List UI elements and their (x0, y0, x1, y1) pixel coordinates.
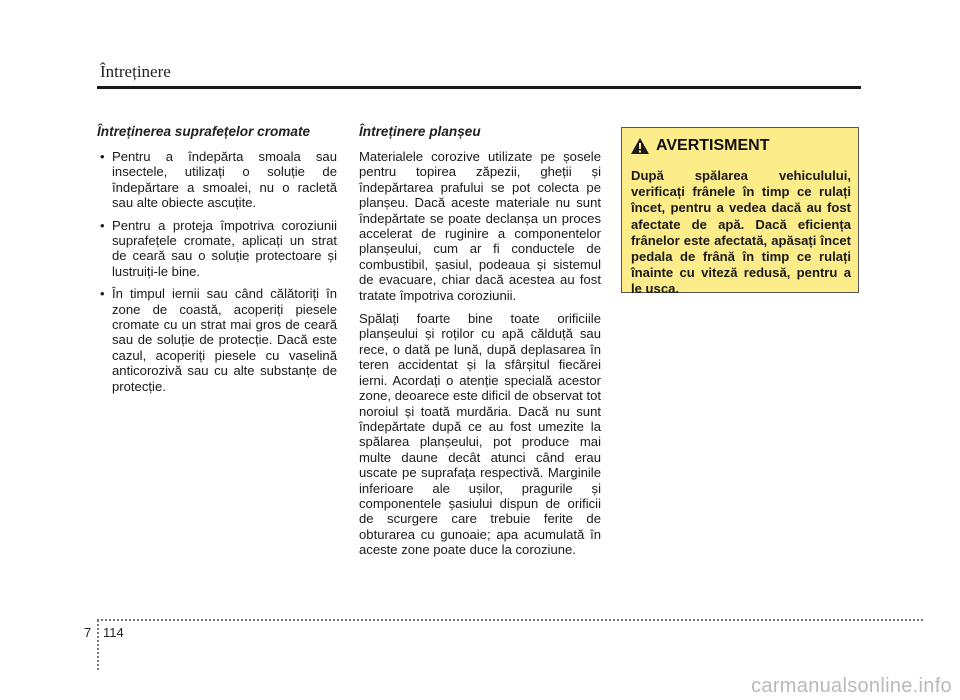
underbody-paragraph: Materialele corozive utilizate pe șosele pentru topirea zăpezii, gheții și îndepărtarea prafului se pot colecta pe planșeu. Dacă aceste materiale nu sunt îndepărtate se poate declanșa un proces accelerat de ruginire a componentelor planșeului, cum ar fi conductele de combustibil, șasiul, podeaua și sistemul de evacuare, chiar dacă acestea au fost tratate împotriva coroziunii. (359, 149, 601, 303)
page-header-title: Întreținere (100, 62, 171, 81)
bullet-icon: • (100, 286, 105, 302)
warning-text: După spălarea vehiculului, verificați frânele în timp ce rulați încet, pentru a vedea dacă au fost afectate de apă. Dacă eficiența frânelor este afectată, apăsați încet pedala de frână în timp ce rulați înainte cu viteză redusă, pentru a le usca. (631, 168, 851, 297)
header-divider (97, 86, 861, 89)
bullet-icon: • (100, 149, 105, 164)
footer-vertical-divider (97, 620, 99, 670)
footer-divider (97, 619, 923, 621)
warning-triangle-icon (630, 137, 650, 155)
page-number: 114 (103, 625, 124, 640)
list-item: • În timpul iernii sau când călătoriți în zone de coastă, acoperiți piesele cromate cu un strat mai gros de ceară sau de soluție de protecție. Dacă este cazul, acoperiți piesele cu vaselină anticorozivă sau cu alte substanțe de protecție. (100, 286, 337, 394)
underbody-care-heading: Întreținere planșeu (359, 124, 481, 139)
chrome-care-heading: Întreținerea suprafețelor cromate (97, 124, 311, 139)
chrome-care-list (97, 149, 337, 394)
chapter-number: 7 (84, 625, 92, 640)
list-item: • Pentru a îndepărta smoala sau insectele, utilizați o soluție de îndepărtare a smoalei, nu o racletă sau alte obiecte ascuțite. (100, 149, 337, 211)
underbody-paragraph: Spălați foarte bine toate orificiile planșeului și roților cu apă călduță sau rece, o dată pe lună, după deplasarea în teren accidentat și la sfârșitul fiecărei ierni. Acordați o atenție specială acestor zone, deoarece este dificil de observat tot noroiul și toată murdăria. Dacă nu sunt îndepărtate după ce au fost umezite la spălarea planșeului, pot produce mai multe daune decât atunci când erau uscate pe suprafața respectivă. Marginile inferioare ale ușilor, pragurile și componentele șasiului dispun de orificii de scurgere care trebuie ferite de obturarea cu gunoaie; apa acumulată în aceste zone poate duce la coroziune. (359, 311, 601, 558)
warning-box (621, 127, 859, 297)
chrome-care-section (97, 124, 337, 401)
bullet-icon: • (100, 217, 105, 233)
warning-title: AVERTISMENT (656, 137, 770, 154)
watermark: carmanualsonline.info (751, 675, 952, 697)
warning-header (630, 137, 769, 155)
list-item: • Pentru a proteja împotriva coroziunii suprafețele cromate, aplicați un strat de ceară sau o soluție protectoare și lustruiți-le bine. (100, 217, 337, 279)
underbody-care-section (359, 124, 601, 566)
